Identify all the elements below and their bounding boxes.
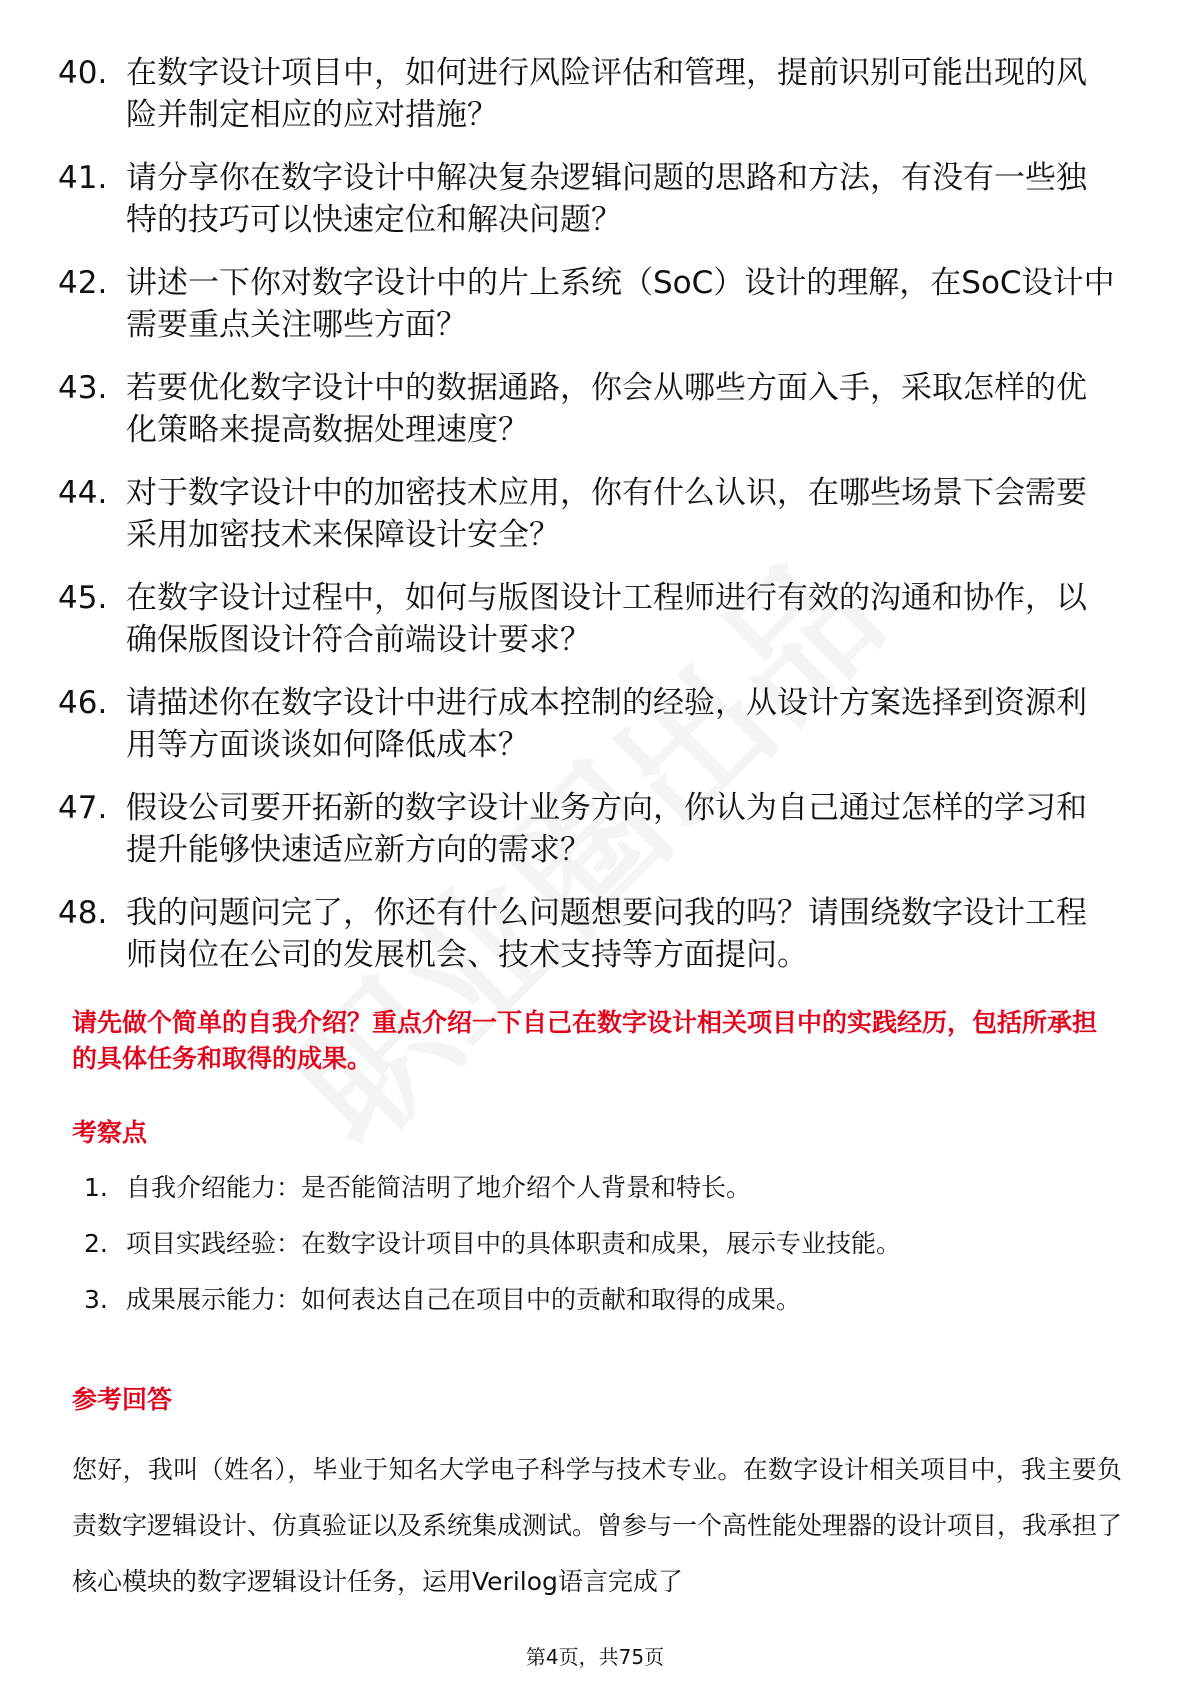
question-text: 讲述一下你对数字设计中的片上系统（SoC）设计的理解，在SoC设计中需要重点关注哪些方面？ (126, 265, 1115, 343)
kaocha-point (84, 1282, 1104, 1318)
question-item (58, 262, 1118, 346)
question-number: 48. (58, 895, 108, 931)
question-item (58, 157, 1118, 241)
point-text: 成果展示能力：如何表达自己在项目中的贡献和取得的成果。 (126, 1285, 802, 1314)
question-number: 47. (58, 790, 108, 826)
kaocha-points (84, 1170, 1104, 1338)
point-text: 自我介绍能力：是否能简洁明了地介绍个人背景和特长。 (126, 1173, 752, 1202)
point-number: 3. (84, 1285, 108, 1314)
page-footer: 第4页，共75页 (525, 1645, 665, 1669)
question-item (58, 787, 1118, 871)
kaocha-point (84, 1226, 1104, 1262)
question-number: 46. (58, 685, 108, 721)
question-item (58, 472, 1118, 556)
question-item (58, 682, 1118, 766)
question-text: 若要优化数字设计中的数据通路，你会从哪些方面入手，采取怎样的优化策略来提高数据处理速度？ (126, 370, 1087, 448)
question-text: 我的问题问完了，你还有什么问题想要问我的吗？请围绕数字设计工程师岗位在公司的发展机会、技术支持等方面提问。 (126, 895, 1087, 973)
question-item (58, 367, 1118, 451)
question-text: 在数字设计过程中，如何与版图设计工程师进行有效的沟通和协作，以确保版图设计符合前端设计要求？ (126, 580, 1087, 658)
featured-question: 请先做个简单的自我介绍？重点介绍一下自己在数字设计相关项目中的实践经历，包括所承担的具体任务和取得的成果。 (72, 1008, 1098, 1073)
point-text: 项目实践经验：在数字设计项目中的具体职责和成果，展示专业技能。 (126, 1229, 902, 1258)
question-number: 42. (58, 265, 108, 301)
question-text: 请描述你在数字设计中进行成本控制的经验，从设计方案选择到资源利用等方面谈谈如何降低成本？ (126, 685, 1087, 763)
question-item (58, 892, 1118, 976)
question-number: 43. (58, 370, 108, 406)
question-number: 41. (58, 160, 108, 196)
question-text: 对于数字设计中的加密技术应用，你有什么认识，在哪些场景下会需要采用加密技术来保障设计安全？ (126, 475, 1087, 553)
kaocha-point (84, 1170, 1104, 1206)
question-text: 请分享你在数字设计中解决复杂逻辑问题的思路和方法，有没有一些独特的技巧可以快速定位和解决问题？ (126, 160, 1087, 238)
question-item (58, 577, 1118, 661)
question-text: 在数字设计项目中，如何进行风险评估和管理，提前识别可能出现的风险并制定相应的应对措施？ (126, 55, 1087, 133)
question-list (58, 52, 1118, 997)
reference-answer: 您好，我叫（姓名），毕业于知名大学电子科学与技术专业。在数字设计相关项目中，我主要负责数字逻辑设计、仿真验证以及系统集成测试。曾参与一个高性能处理器的设计项目，我承担了核心模块的数字逻辑设计任务，运用Verilog语言完成了 (72, 1455, 1123, 1596)
kaocha-heading: 考察点 (72, 1118, 148, 1147)
cankao-heading: 参考回答 (72, 1385, 173, 1414)
question-number: 45. (58, 580, 108, 616)
point-number: 1. (84, 1173, 108, 1202)
question-text: 假设公司要开拓新的数字设计业务方向，你认为自己通过怎样的学习和提升能够快速适应新方向的需求？ (126, 790, 1087, 868)
point-number: 2. (84, 1229, 108, 1258)
question-number: 44. (58, 475, 108, 511)
question-item (58, 52, 1118, 136)
question-number: 40. (58, 55, 108, 91)
